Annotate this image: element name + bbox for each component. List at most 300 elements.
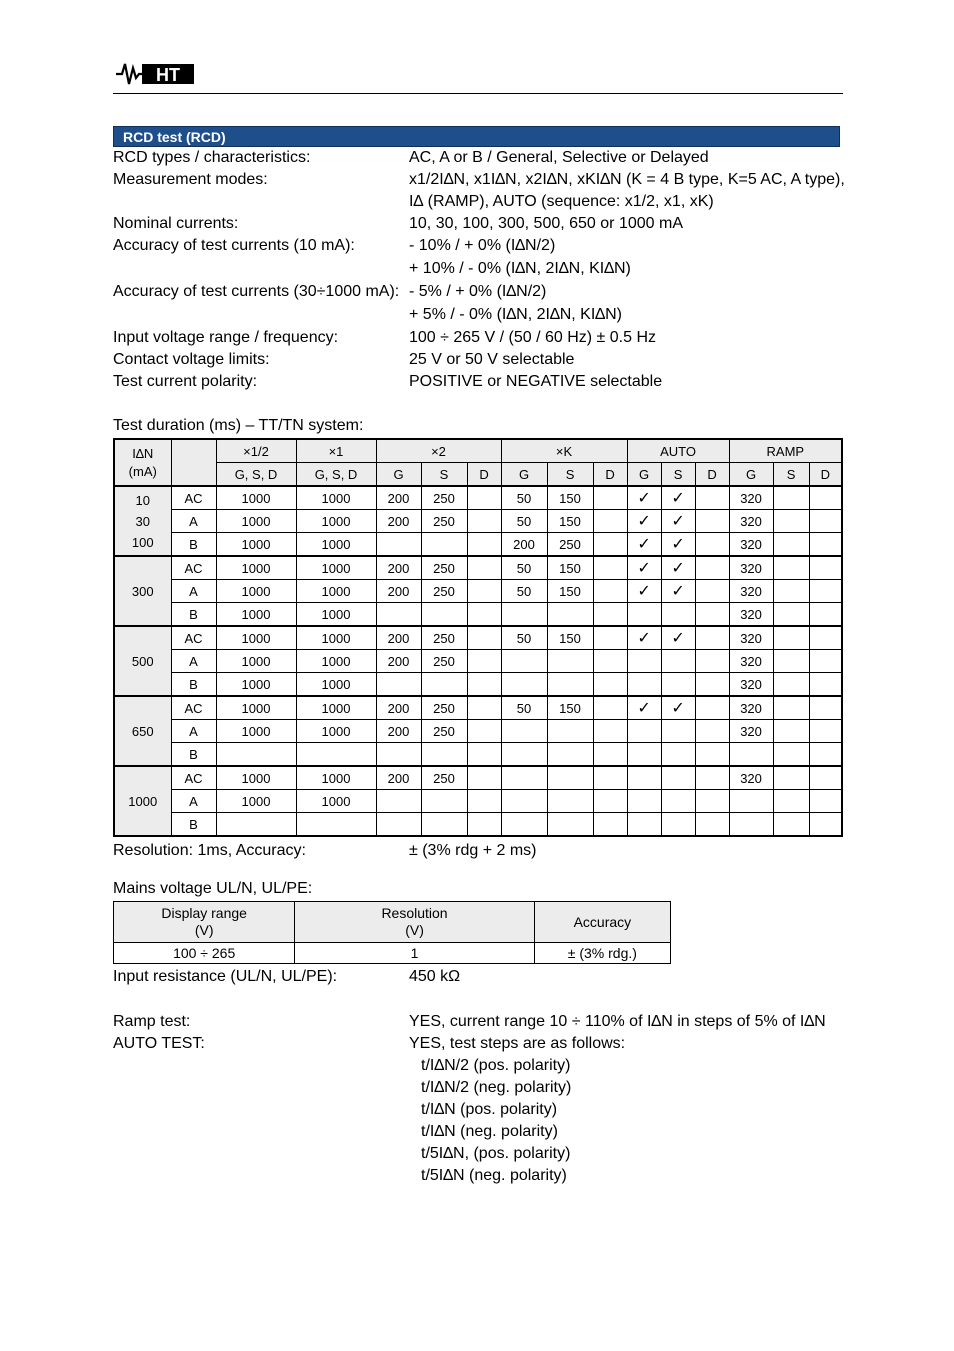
header-line: Resolution — [381, 905, 448, 921]
mains-header-range — [114, 902, 295, 943]
duration-cell — [467, 720, 501, 743]
sub-d: D — [695, 463, 729, 487]
table-row — [114, 510, 842, 533]
duration-cell — [773, 626, 809, 650]
spec-label: Accuracy of test currents (10 mA): — [113, 237, 355, 254]
spec-value: 10, 30, 100, 300, 500, 650 or 1000 mA — [409, 215, 683, 232]
spec-value: AC, A or B / General, Selective or Delayed — [409, 149, 709, 166]
duration-cell: 150 — [547, 696, 593, 720]
duration-cell: 200 — [376, 650, 421, 673]
duration-cell — [421, 813, 467, 837]
rcd-type-cell: A — [171, 510, 216, 533]
spec-accuracy-10ma-cont — [113, 257, 853, 281]
duration-cell — [627, 813, 661, 837]
duration-cell — [593, 556, 627, 580]
spec-value: I∆ (RAMP), AUTO (sequence: x1/2, x1, xK) — [409, 193, 714, 210]
ramp-test-label: Ramp test: — [113, 1013, 191, 1030]
rcd-type-cell: AC — [171, 486, 216, 510]
ramp-test-value: YES, current range 10 ÷ 110% of I∆N in steps of 5% of I∆N — [409, 1013, 826, 1030]
check-icon: ✓ — [627, 626, 661, 650]
duration-cell — [809, 766, 842, 790]
duration-cell — [467, 533, 501, 557]
duration-cell: 200 — [376, 720, 421, 743]
spec-value: 25 V or 50 V selectable — [409, 351, 575, 368]
duration-cell: 1000 — [216, 533, 296, 557]
duration-cell: 1000 — [296, 673, 376, 697]
duration-cell — [773, 486, 809, 510]
duration-cell — [593, 510, 627, 533]
duration-cell — [593, 603, 627, 627]
sub-d: D — [593, 463, 627, 487]
duration-cell: 200 — [376, 556, 421, 580]
duration-cell — [501, 813, 547, 837]
duration-cell: 50 — [501, 510, 547, 533]
duration-cell: 320 — [729, 696, 773, 720]
duration-cell: 250 — [547, 533, 593, 557]
duration-cell — [773, 510, 809, 533]
check-icon: ✓ — [627, 580, 661, 603]
duration-cell — [695, 696, 729, 720]
duration-cell — [627, 650, 661, 673]
duration-cell: 1000 — [216, 720, 296, 743]
duration-cell — [773, 790, 809, 813]
duration-cell — [501, 766, 547, 790]
rcd-type-cell: B — [171, 673, 216, 697]
duration-cell — [467, 813, 501, 837]
table-row — [114, 673, 842, 697]
duration-cell — [695, 720, 729, 743]
duration-cell: 1000 — [296, 603, 376, 627]
auto-step: t/5I∆N (neg. polarity) — [421, 1167, 567, 1184]
duration-cell — [467, 766, 501, 790]
auto-step: t/5I∆N, (pos. polarity) — [421, 1145, 571, 1162]
check-icon: ✓ — [627, 533, 661, 557]
duration-cell — [501, 720, 547, 743]
ramp-test-row — [113, 1011, 853, 1033]
duration-cell — [695, 790, 729, 813]
nominal-current-cell — [114, 766, 171, 836]
duration-cell — [593, 626, 627, 650]
duration-cell — [467, 743, 501, 767]
duration-cell — [773, 533, 809, 557]
spec-value: 100 ÷ 265 V / (50 / 60 Hz) ± 0.5 Hz — [409, 329, 657, 346]
rcd-type-cell: A — [171, 580, 216, 603]
duration-cell — [376, 673, 421, 697]
duration-caption: Test duration (ms) – TT/TN system: — [113, 417, 364, 434]
duration-cell: 1000 — [216, 510, 296, 533]
spec-value: POSITIVE or NEGATIVE selectable — [409, 373, 663, 390]
duration-cell — [729, 813, 773, 837]
duration-cell: 1000 — [296, 790, 376, 813]
header-line: Display range — [161, 905, 247, 921]
duration-cell — [695, 673, 729, 697]
duration-cell — [501, 650, 547, 673]
duration-cell — [729, 743, 773, 767]
duration-cell: 1000 — [296, 533, 376, 557]
spec-value: + 10% / - 0% (I∆N, 2I∆N, KI∆N) — [409, 260, 631, 277]
mains-resolution-value: 1 — [295, 943, 534, 964]
table-row — [114, 603, 842, 627]
duration-cell: 1000 — [296, 720, 376, 743]
check-icon: ✓ — [661, 556, 695, 580]
header-xk: ×K — [501, 439, 627, 463]
sub-g: G — [376, 463, 421, 487]
check-icon: ✓ — [661, 580, 695, 603]
duration-cell — [593, 486, 627, 510]
duration-cell — [809, 813, 842, 837]
nominal-current: 30 — [135, 513, 150, 529]
duration-cell — [695, 650, 729, 673]
duration-cell: 320 — [729, 533, 773, 557]
duration-cell — [421, 533, 467, 557]
spec-label: Accuracy of test currents (30÷1000 mA): — [113, 283, 400, 300]
duration-cell — [773, 813, 809, 837]
duration-cell — [547, 813, 593, 837]
nominal-current: 100 — [131, 534, 154, 550]
duration-cell: 200 — [376, 696, 421, 720]
duration-cell: 50 — [501, 696, 547, 720]
spec-nominal-currents — [113, 213, 853, 235]
check-icon: ✓ — [627, 556, 661, 580]
duration-cell: 1000 — [296, 486, 376, 510]
duration-cell — [376, 813, 421, 837]
table-row — [114, 533, 842, 557]
duration-cell — [809, 743, 842, 767]
nominal-current: 650 — [131, 723, 154, 739]
duration-cell — [501, 790, 547, 813]
duration-cell — [547, 790, 593, 813]
section-title: RCD test (RCD) — [113, 126, 840, 147]
duration-cell — [809, 626, 842, 650]
spec-label: Contact voltage limits: — [113, 351, 270, 368]
duration-cell: 320 — [729, 766, 773, 790]
duration-cell — [773, 743, 809, 767]
duration-cell: 200 — [376, 486, 421, 510]
duration-cell: 320 — [729, 510, 773, 533]
duration-cell — [809, 650, 842, 673]
duration-cell — [593, 720, 627, 743]
spec-measurement-modes — [113, 169, 853, 191]
resolution-label: Resolution: 1ms, Accuracy: — [113, 842, 306, 859]
header-auto: AUTO — [627, 439, 729, 463]
spec-value: + 5% / - 0% (I∆N, 2I∆N, KI∆N) — [409, 306, 622, 323]
logo-text: HT — [156, 65, 180, 85]
duration-cell — [467, 556, 501, 580]
duration-cell: 1000 — [296, 766, 376, 790]
duration-cell: 1000 — [216, 766, 296, 790]
duration-cell — [421, 673, 467, 697]
spec-value: x1/2I∆N, x1I∆N, x2I∆N, xKI∆N (K = 4 B type, K=5 AC, A type), — [409, 171, 845, 188]
spec-accuracy-30-1000ma — [113, 281, 853, 303]
auto-step: t/I∆N/2 (neg. polarity) — [421, 1079, 572, 1096]
mains-header-resolution — [295, 902, 534, 943]
duration-cell — [695, 743, 729, 767]
nominal-current: 1000 — [128, 793, 158, 809]
duration-cell: 150 — [547, 556, 593, 580]
table-row — [114, 766, 842, 790]
duration-cell — [467, 790, 501, 813]
check-icon: ✓ — [661, 486, 695, 510]
duration-cell — [661, 790, 695, 813]
duration-cell: 250 — [421, 510, 467, 533]
ht-wave-logo-icon — [116, 60, 196, 88]
sub-g: G — [729, 463, 773, 487]
duration-cell — [467, 626, 501, 650]
duration-cell: 150 — [547, 626, 593, 650]
duration-cell — [773, 766, 809, 790]
duration-cell — [695, 510, 729, 533]
duration-cell — [661, 603, 695, 627]
duration-cell — [695, 626, 729, 650]
duration-cell — [547, 766, 593, 790]
duration-cell: 50 — [501, 626, 547, 650]
duration-cell — [376, 603, 421, 627]
input-resistance-row — [113, 966, 853, 988]
duration-cell — [547, 673, 593, 697]
check-icon: ✓ — [627, 510, 661, 533]
duration-cell: 200 — [376, 766, 421, 790]
duration-cell: 1000 — [296, 510, 376, 533]
duration-cell — [547, 650, 593, 673]
rcd-type-cell: B — [171, 813, 216, 837]
duration-cell — [695, 533, 729, 557]
sub-s: S — [773, 463, 809, 487]
duration-cell: 320 — [729, 603, 773, 627]
duration-cell — [593, 743, 627, 767]
spec-label: Test current polarity: — [113, 373, 258, 390]
duration-cell — [593, 696, 627, 720]
duration-cell: 250 — [421, 556, 467, 580]
table-row — [114, 486, 842, 510]
nominal-current-cell — [114, 556, 171, 626]
spec-accuracy-30-1000ma-cont — [113, 303, 853, 327]
duration-cell — [627, 766, 661, 790]
table-row — [114, 743, 842, 767]
rcd-type-cell: AC — [171, 766, 216, 790]
duration-cell — [627, 743, 661, 767]
auto-step: t/I∆N (neg. polarity) — [421, 1123, 558, 1140]
duration-cell — [809, 510, 842, 533]
header-line: (V) — [405, 922, 424, 938]
nominal-current-cell — [114, 696, 171, 766]
spec-value: - 10% / + 0% (I∆N/2) — [409, 237, 556, 254]
duration-cell — [547, 743, 593, 767]
header-idn — [114, 439, 171, 486]
duration-cell — [773, 580, 809, 603]
duration-cell: 250 — [421, 580, 467, 603]
duration-cell — [773, 603, 809, 627]
table-row — [114, 813, 842, 837]
duration-cell: 250 — [421, 720, 467, 743]
ma-label: (mA) — [128, 463, 157, 479]
duration-cell: 150 — [547, 510, 593, 533]
rcd-type-cell: A — [171, 790, 216, 813]
table-row — [114, 790, 842, 813]
table-row — [114, 696, 842, 720]
duration-cell — [376, 743, 421, 767]
spec-rcd-types — [113, 147, 853, 169]
duration-cell: 1000 — [216, 603, 296, 627]
auto-step: t/I∆N (pos. polarity) — [421, 1101, 558, 1118]
nominal-current: 500 — [131, 653, 154, 669]
rcd-type-cell: AC — [171, 556, 216, 580]
spec-input-voltage — [113, 327, 853, 349]
duration-cell — [695, 813, 729, 837]
duration-cell — [627, 790, 661, 813]
duration-cell: 1000 — [216, 696, 296, 720]
header-ramp: RAMP — [729, 439, 842, 463]
spec-accuracy-10ma — [113, 235, 853, 257]
mains-accuracy-value: ± (3% rdg.) — [534, 943, 670, 964]
duration-cell — [421, 790, 467, 813]
table-row — [114, 626, 842, 650]
duration-cell — [695, 603, 729, 627]
duration-cell — [809, 673, 842, 697]
duration-cell — [661, 766, 695, 790]
table-row — [114, 720, 842, 743]
auto-step: t/I∆N/2 (pos. polarity) — [421, 1057, 571, 1074]
duration-cell — [661, 813, 695, 837]
duration-cell: 250 — [421, 766, 467, 790]
duration-cell — [501, 743, 547, 767]
nominal-current-cell — [114, 486, 171, 556]
duration-cell — [661, 673, 695, 697]
header-x1: ×1 — [296, 439, 376, 463]
duration-cell — [809, 533, 842, 557]
duration-cell: 150 — [547, 486, 593, 510]
duration-cell — [216, 743, 296, 767]
table-row — [114, 556, 842, 580]
duration-cell — [376, 533, 421, 557]
spec-label: RCD types / characteristics: — [113, 149, 311, 166]
duration-cell — [421, 743, 467, 767]
duration-cell — [467, 603, 501, 627]
duration-cell: 250 — [421, 626, 467, 650]
duration-cell — [809, 603, 842, 627]
duration-cell — [376, 790, 421, 813]
rcd-type-cell: A — [171, 720, 216, 743]
spec-label: Nominal currents: — [113, 215, 239, 232]
sub-s: S — [421, 463, 467, 487]
duration-cell: 1000 — [296, 626, 376, 650]
mains-voltage-table — [113, 901, 671, 964]
duration-cell: 50 — [501, 556, 547, 580]
duration-cell: 1000 — [296, 580, 376, 603]
duration-cell — [593, 650, 627, 673]
duration-cell: 250 — [421, 650, 467, 673]
duration-cell: 1000 — [296, 556, 376, 580]
header-line: Accuracy — [573, 913, 632, 930]
duration-cell — [695, 580, 729, 603]
duration-cell: 250 — [421, 696, 467, 720]
duration-cell: 320 — [729, 486, 773, 510]
duration-cell — [627, 603, 661, 627]
auto-test-row — [113, 1033, 853, 1055]
mains-range-value: 100 ÷ 265 — [114, 943, 295, 964]
resolution-row — [113, 840, 853, 862]
input-resistance-value: 450 kΩ — [409, 968, 461, 985]
duration-cell: 320 — [729, 626, 773, 650]
duration-cell — [809, 720, 842, 743]
duration-cell: 200 — [376, 580, 421, 603]
duration-cell — [547, 720, 593, 743]
duration-cell — [296, 743, 376, 767]
rcd-type-cell: AC — [171, 696, 216, 720]
duration-cell — [593, 766, 627, 790]
duration-cell — [593, 673, 627, 697]
auto-test-value: YES, test steps are as follows: — [409, 1035, 626, 1052]
duration-cell — [593, 533, 627, 557]
duration-cell — [547, 603, 593, 627]
header-divider — [113, 93, 843, 94]
input-resistance-label: Input resistance (UL/N, UL/PE): — [113, 968, 338, 985]
duration-cell — [695, 486, 729, 510]
test-duration-table — [113, 438, 843, 837]
duration-cell — [695, 766, 729, 790]
duration-cell — [773, 720, 809, 743]
rcd-type-cell: B — [171, 743, 216, 767]
duration-cell: 1000 — [216, 556, 296, 580]
sub-g: G — [501, 463, 547, 487]
spec-contact-voltage — [113, 349, 853, 371]
check-icon: ✓ — [627, 696, 661, 720]
sub-x12: G, S, D — [216, 463, 296, 487]
duration-cell: 1000 — [296, 650, 376, 673]
duration-cell — [809, 556, 842, 580]
rcd-type-cell: B — [171, 533, 216, 557]
table-row — [114, 580, 842, 603]
sub-d: D — [467, 463, 501, 487]
duration-cell — [593, 790, 627, 813]
sub-s: S — [661, 463, 695, 487]
duration-cell — [627, 673, 661, 697]
duration-cell: 1000 — [216, 626, 296, 650]
rcd-type-cell: AC — [171, 626, 216, 650]
duration-cell — [467, 580, 501, 603]
duration-cell — [661, 650, 695, 673]
mains-caption: Mains voltage UL/N, UL/PE: — [113, 880, 313, 897]
nominal-current: 300 — [131, 583, 154, 599]
check-icon: ✓ — [627, 486, 661, 510]
spec-label: Measurement modes: — [113, 171, 268, 188]
sub-d: D — [809, 463, 842, 487]
duration-cell — [501, 603, 547, 627]
spec-measurement-modes-cont — [113, 191, 853, 213]
duration-cell: 320 — [729, 650, 773, 673]
spec-label: Input voltage range / frequency: — [113, 329, 339, 346]
duration-cell: 150 — [547, 580, 593, 603]
duration-cell: 320 — [729, 720, 773, 743]
duration-cell — [773, 556, 809, 580]
duration-cell — [809, 696, 842, 720]
duration-cell — [773, 696, 809, 720]
idn-label: I∆N — [132, 445, 154, 461]
header-x2: ×2 — [376, 439, 501, 463]
spec-polarity — [113, 371, 853, 393]
duration-cell: 200 — [501, 533, 547, 557]
duration-cell — [593, 580, 627, 603]
sub-g: G — [627, 463, 661, 487]
check-icon: ✓ — [661, 696, 695, 720]
duration-cell: 1000 — [216, 790, 296, 813]
duration-cell — [467, 486, 501, 510]
mains-header-accuracy — [534, 902, 670, 943]
duration-cell — [809, 790, 842, 813]
sub-s: S — [547, 463, 593, 487]
duration-cell — [467, 510, 501, 533]
rcd-type-cell: B — [171, 603, 216, 627]
duration-cell — [421, 603, 467, 627]
